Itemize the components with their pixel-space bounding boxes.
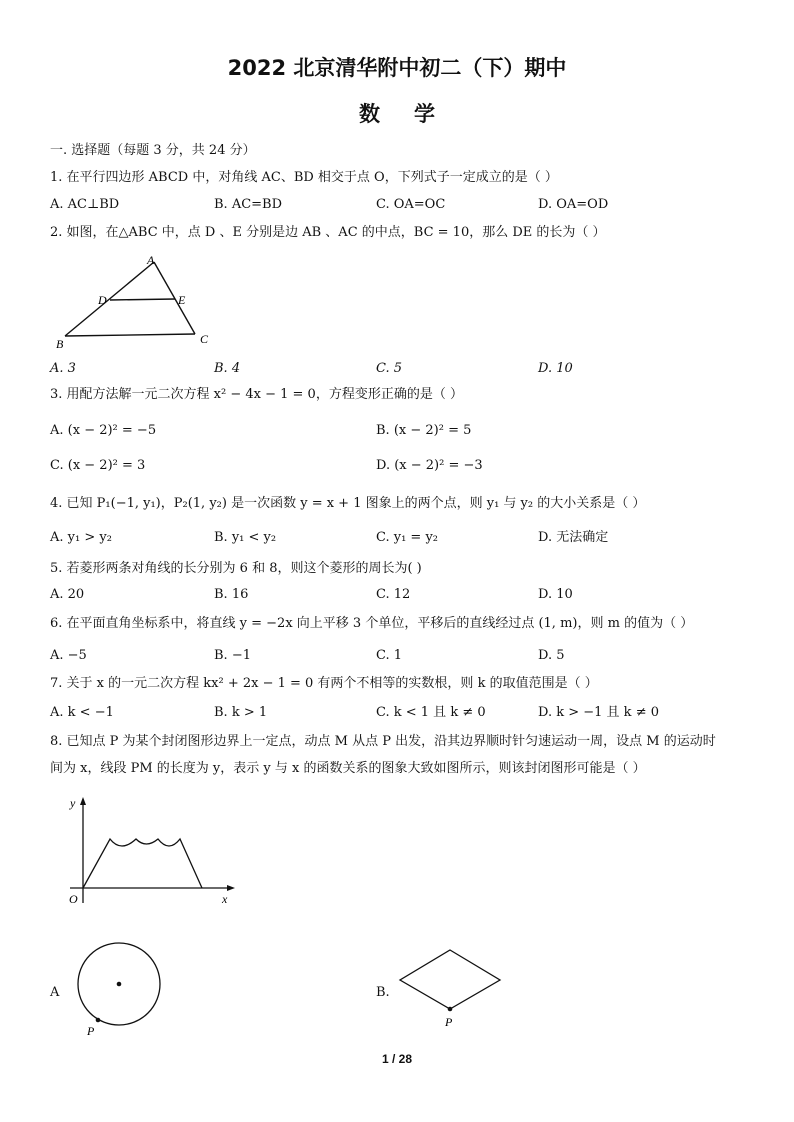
q1-option-c: C. OA=OC [376, 197, 446, 212]
label-a: A [147, 253, 155, 267]
q7-option-c: C. k < 1 且 k ≠ 0 [376, 705, 486, 720]
q3-option-c: C. (x − 2)² = 3 [50, 458, 146, 473]
label-p-rhombus: P [445, 1015, 453, 1029]
question-7-stem: 7. 关于 x 的一元二次方程 kx² + 2x − 1 = 0 有两个不相等的实数根，则 k 的取值范围是（ ） [50, 676, 598, 691]
q6-option-b: B. −1 [214, 648, 251, 663]
document-title: 2022 北京清华附中初二（下）期中 [227, 56, 567, 80]
q2-option-c: C. 5 [376, 361, 403, 376]
question-3-stem: 3. 用配方法解一元二次方程 x² − 4x − 1 = 0，方程变形正确的是（ ） [50, 387, 463, 402]
subject-title: 数学 [359, 102, 469, 126]
label-d: D [98, 293, 107, 307]
side-ac [154, 262, 195, 334]
q5-option-a: A. 20 [50, 587, 85, 602]
q8-option-a-label: A [50, 985, 60, 1000]
label-x: x [222, 892, 228, 906]
q7-option-b: B. k > 1 [214, 705, 268, 720]
q4-option-d: D. 无法确定 [538, 530, 609, 545]
label-p-circle: P [87, 1024, 95, 1038]
label-y: y [70, 796, 76, 810]
point-p-dot [96, 1018, 101, 1023]
section-heading: 一. 选择题（每题 3 分，共 24 分） [50, 143, 256, 158]
label-e: E [178, 293, 186, 307]
function-graph [60, 795, 240, 910]
label-b: B [56, 337, 64, 351]
q6-option-c: C. 1 [376, 648, 403, 663]
q3-option-d: D. (x − 2)² = −3 [376, 458, 483, 473]
rhombus-figure [395, 945, 505, 1030]
q2-option-d: D. 10 [538, 361, 573, 376]
question-4-stem: 4. 已知 P₁(−1, y₁)，P₂(1, y₂) 是一次函数 y = x + 1 图象上的两个点，则 y₁ 与 y₂ 的大小关系是（ ） [50, 496, 646, 511]
graph-curve [83, 839, 202, 888]
q4-option-c: C. y₁ = y₂ [376, 530, 439, 545]
q8-option-b-label: B. [376, 985, 390, 1000]
point-p-dot [448, 1007, 453, 1012]
q6-option-a: A. −5 [50, 648, 87, 663]
question-8-stem-line2: 间为 x，线段 PM 的长度为 y，表示 y 与 x 的函数关系的图象大致如图所示，则该封闭图形可能是（ ） [50, 761, 646, 776]
q2-option-b: B. 4 [214, 361, 241, 376]
circle-center-dot [117, 982, 122, 987]
q1-option-d: D. OA=OD [538, 197, 609, 212]
segment-de [110, 299, 175, 300]
q1-option-b: B. AC=BD [214, 197, 283, 212]
q4-option-a: A. y₁ > y₂ [50, 530, 112, 545]
triangle-figure [50, 250, 220, 354]
side-bc [65, 334, 195, 336]
x-axis-arrow [227, 885, 235, 891]
page-number: 1 / 28 [381, 1052, 413, 1066]
question-5-stem: 5. 若菱形两条对角线的长分别为 6 和 8，则这个菱形的周长为( ) [50, 561, 422, 576]
rhombus-shape [400, 950, 500, 1009]
label-origin: O [69, 892, 78, 906]
q3-option-a: A. (x − 2)² = −5 [50, 423, 157, 438]
q1-option-a: A. AC⊥BD [50, 197, 120, 212]
y-axis-arrow [80, 797, 86, 805]
label-c: C [200, 332, 209, 346]
q7-option-a: A. k < −1 [50, 705, 114, 720]
question-1-stem: 1. 在平行四边形 ABCD 中，对角线 AC、BD 相交于点 O，下列式子一定成立的是（ ） [50, 170, 558, 185]
question-6-stem: 6. 在平面直角坐标系中，将直线 y = −2x 向上平移 3 个单位，平移后的直线经过点 (1, m)，则 m 的值为（ ） [50, 616, 694, 631]
circle-figure [72, 938, 172, 1038]
q7-option-d: D. k > −1 且 k ≠ 0 [538, 705, 659, 720]
q5-option-d: D. 10 [538, 587, 573, 602]
q2-option-a: A. 3 [50, 361, 76, 376]
q4-option-b: B. y₁ < y₂ [214, 530, 277, 545]
q3-option-b: B. (x − 2)² = 5 [376, 423, 472, 438]
q5-option-c: C. 12 [376, 587, 411, 602]
q6-option-d: D. 5 [538, 648, 565, 663]
question-2-stem: 2. 如图，在△ABC 中，点 D 、E 分别是边 AB 、AC 的中点，BC = 10，那么 DE 的长为（ ） [50, 225, 606, 240]
q5-option-b: B. 16 [214, 587, 249, 602]
question-8-stem-line1: 8. 已知点 P 为某个封闭图形边界上一定点，动点 M 从点 P 出发，沿其边界顺时针匀速运动一周，设点 M 的运动时 [50, 734, 716, 749]
